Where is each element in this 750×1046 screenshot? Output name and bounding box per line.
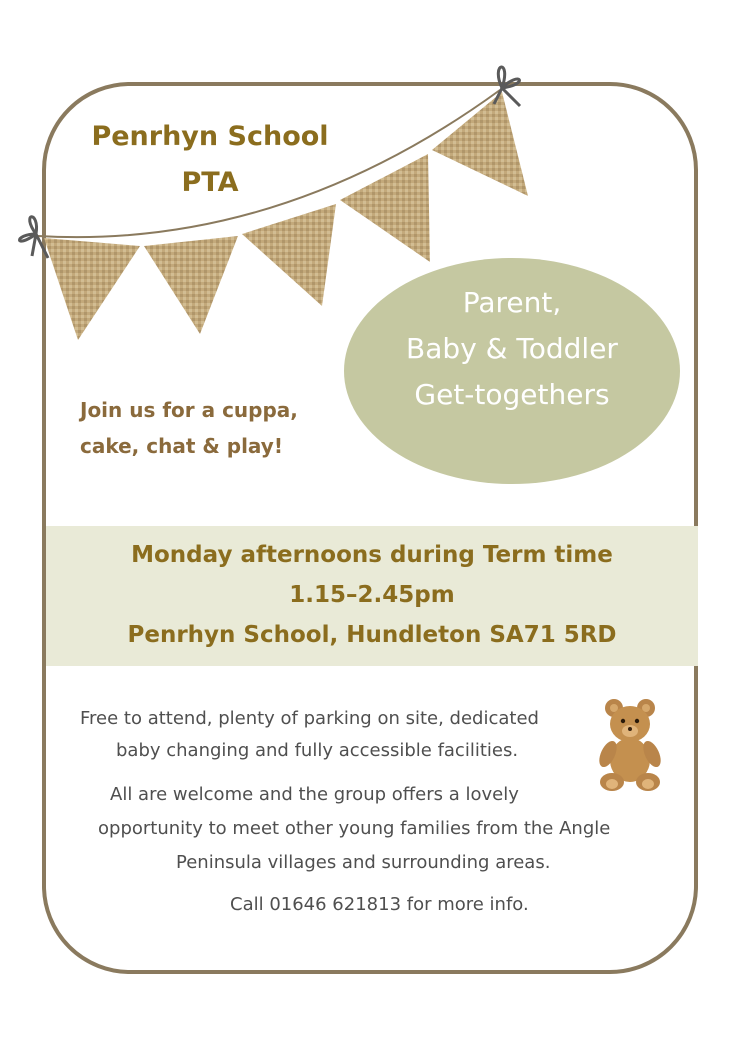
details-line-1: Free to attend, plenty of parking on site, dedicated	[80, 708, 539, 729]
bunting-flag-2	[144, 236, 238, 334]
schedule-time: 1.15–2.45pm	[289, 582, 455, 608]
org-subtitle: PTA	[181, 167, 239, 198]
details-line-2: baby changing and fully accessible facilities.	[116, 740, 519, 761]
bubble-line-1: Parent,	[462, 286, 562, 319]
teddy-bear-icon	[590, 696, 672, 796]
tagline-line-2: cake, chat & play!	[80, 434, 283, 458]
tagline-line-1: Join us for a cuppa,	[80, 398, 298, 422]
schedule-day: Monday afternoons during Term time	[131, 542, 613, 568]
bunting-flag-5	[432, 92, 528, 196]
schedule-location: Penrhyn School, Hundleton SA71 5RD	[127, 622, 617, 648]
bubble-line-3: Get-togethers	[414, 378, 610, 411]
details-line-3: All are welcome and the group offers a lovely	[110, 784, 519, 805]
bunting-flag-1	[44, 238, 140, 340]
details-line-4: opportunity to meet other young families from the Angle	[98, 818, 611, 839]
bubble-line-2: Baby & Toddler	[406, 332, 618, 365]
details-line-5: Peninsula villages and surrounding areas.	[176, 852, 551, 873]
ribbon-bow-left	[20, 217, 49, 258]
contact-line: Call 01646 621813 for more info.	[230, 894, 529, 915]
org-name: Penrhyn School	[91, 121, 329, 152]
bunting-flag-3	[242, 204, 336, 306]
